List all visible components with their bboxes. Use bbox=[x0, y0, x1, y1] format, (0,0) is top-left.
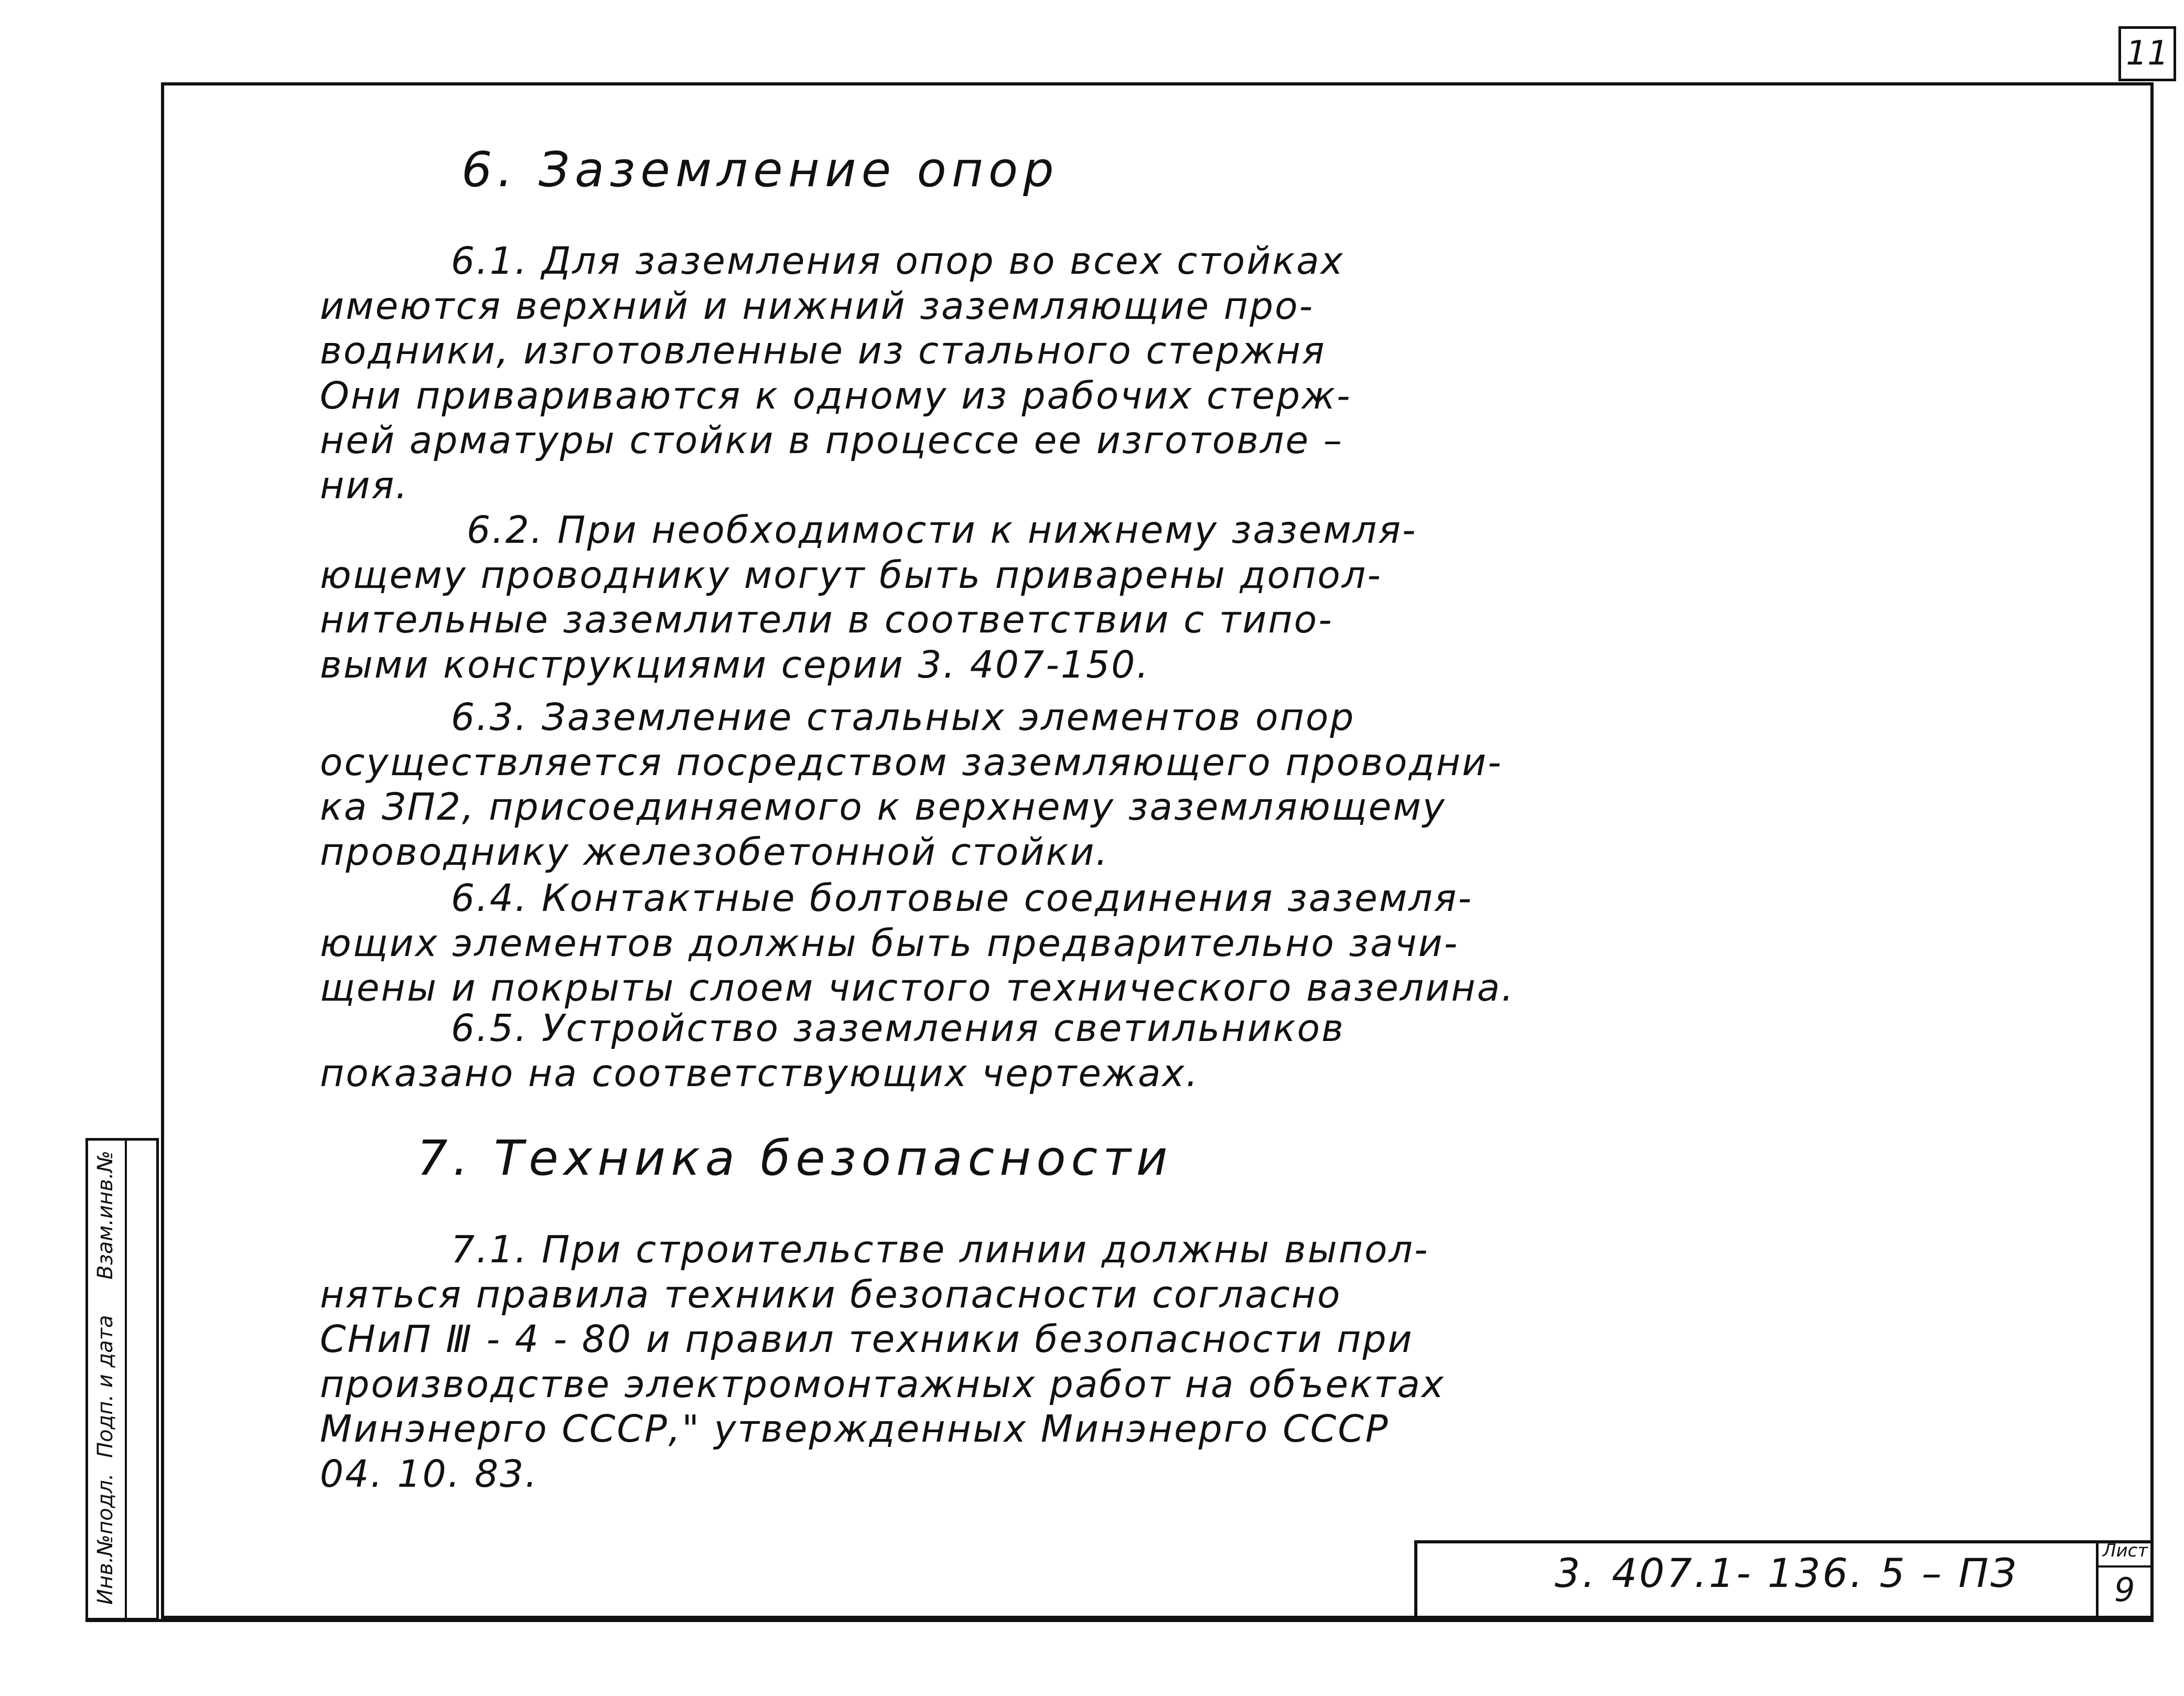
paragraph-6-4 bbox=[189, 876, 1515, 1011]
text-line: щены и покрыты слоем чистого технического вазелина. bbox=[320, 966, 1515, 1010]
text-line: 6.4. Контактные болтовые соединения заземля- bbox=[451, 876, 1473, 920]
text-line: 6.2. При необходимости к нижнему заземля- bbox=[467, 508, 1417, 552]
text-line: Минэнерго СССР," утвержденных Минэнерго СССР bbox=[320, 1407, 1390, 1451]
text-line: 6.3. Заземление стальных элементов опор bbox=[451, 695, 1355, 739]
text-line: осуществляется посредством заземляющего проводни- bbox=[320, 740, 1503, 784]
text-line: производстве электромонтажных работ на объектах bbox=[320, 1362, 1445, 1406]
text-line: показано на соответствующих чертежах. bbox=[320, 1051, 1200, 1095]
bottom-border bbox=[85, 1619, 2154, 1622]
text-line: СНиП Ⅲ - 4 - 80 и правил техники безопасности при bbox=[320, 1317, 1414, 1361]
section-6-heading: 6. Заземление опор bbox=[461, 142, 1059, 198]
text-line: няться правила техники безопасности согласно bbox=[320, 1272, 1342, 1316]
sheet-divider bbox=[2099, 1565, 2154, 1568]
text-line: 6.5. Устройство заземления светильников bbox=[451, 1006, 1345, 1050]
sheet-number: 9 bbox=[2114, 1571, 2135, 1609]
paragraph-6-3 bbox=[189, 695, 1503, 874]
text-line: водники, изготовленные из стального стержня bbox=[320, 329, 1326, 373]
text-line: ния. bbox=[320, 463, 409, 507]
text-line: выми конструкциями серии 3. 407-150. bbox=[320, 642, 1150, 686]
section-7-heading: 7. Техника безопасности bbox=[417, 1130, 1173, 1186]
text-line: 6.1. Для заземления опор во всех стойках bbox=[451, 239, 1344, 283]
text-line: ней арматуры стойки в процессе ее изготовле – bbox=[320, 418, 1344, 463]
text-line: ка ЗП2, присоединяемого к верхнему заземляющему bbox=[320, 785, 1446, 829]
paragraph-6-5 bbox=[189, 1006, 1345, 1096]
page-number: 11 bbox=[2118, 26, 2176, 81]
text-line: 7.1. При строительстве линии должны выпол- bbox=[451, 1228, 1429, 1271]
strip-label-replaces: Взам.инв.№ bbox=[93, 1150, 117, 1280]
text-line: ющих элементов должны быть предварительно зачи- bbox=[320, 921, 1459, 965]
paragraph-7-1 bbox=[189, 1227, 1445, 1497]
text-line: 04. 10. 83. bbox=[320, 1452, 539, 1496]
sheet-label: Лист bbox=[2103, 1540, 2148, 1561]
text-line: нительные заземлители в соответствии с типо- bbox=[320, 598, 1333, 642]
document-code: 3. 407.1- 136. 5 – ПЗ bbox=[1555, 1550, 2018, 1596]
text-line: ющему проводнику могут быть приварены допол- bbox=[320, 553, 1382, 597]
text-line: Они привариваются к одному из рабочих стерж- bbox=[320, 373, 1352, 417]
paragraph-6-1 bbox=[189, 239, 1352, 508]
sheet-cell bbox=[2096, 1540, 2154, 1619]
text-line: проводнику железобетонной стойки. bbox=[320, 830, 1110, 874]
strip-label-inv-no: Инв.№подл. bbox=[93, 1473, 117, 1605]
text-line: имеются верхний и нижний заземляющие про- bbox=[320, 284, 1315, 328]
paragraph-6-2 bbox=[189, 508, 1417, 687]
strip-label-sign-date: Подп. и дата bbox=[93, 1315, 117, 1458]
